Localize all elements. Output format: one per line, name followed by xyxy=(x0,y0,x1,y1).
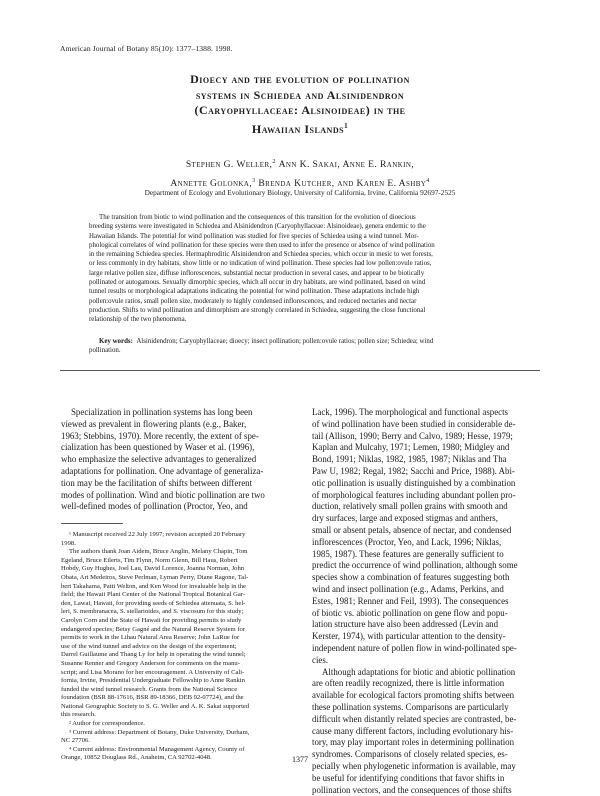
footnote-line: bert Takahama, Patti Welton, and Ken Wood for invaluable help in the xyxy=(61,583,289,592)
abstract-line: The transition from biotic to wind pollination and the consequences of this transition for the evolution of dioecious xyxy=(89,213,519,222)
body-line: adaptations for pollination. One advantage of generaliza- xyxy=(61,466,289,478)
author-mark-2: 2 xyxy=(272,159,275,165)
body-line: duction, relatively small pollen grains with smooth and xyxy=(312,501,540,513)
footnote-line: Orange, 10852 Douglass Rd., Anaheim, CA 92702-4048. xyxy=(61,754,289,763)
body-line: predict the occurrence of wind pollination, although some xyxy=(312,560,540,572)
keywords-line-2: pollination. xyxy=(89,346,519,355)
footnote-line: den, Lawai, Hawaii, for providing seeds of Schiedea attenuata, S. hel- xyxy=(61,600,289,609)
body-line: tion may be the facilitation of shifts between different xyxy=(61,478,289,490)
body-line: of biotic vs. abiotic pollination on gene flow and popu- xyxy=(312,608,540,620)
footnote-line: field; the Hawaii Plant Center of the National Tropical Botanical Gar- xyxy=(61,591,289,600)
section-divider xyxy=(60,370,540,371)
footnote-line: Susanne Renner and Gregory Anderson for comments on the manu- xyxy=(61,660,289,669)
body-line: cies. xyxy=(312,655,540,667)
footnote-line: ³ Current address: Department of Botany, Duke University, Durham, xyxy=(61,729,289,738)
body-line: lation structure have also been addressed (Levin and xyxy=(312,619,540,631)
body-line: Kaplan and Mulcahy, 1971; Lemen, 1980; Midgley and xyxy=(312,442,540,454)
footnote-line: permits to work in the Lihau Natural Area Reserve; John LaRue for xyxy=(61,634,289,643)
body-line: cialization has been questioned by Waser et al. (1996), xyxy=(61,442,289,454)
body-line: well-defined modes of pollination (Proctor, Yeo, and xyxy=(61,501,289,513)
abstract-line: relationship of the two phenomena. xyxy=(89,315,519,324)
body-line: be useful for identifying conditions that favor shifts in xyxy=(312,773,540,785)
keywords-text: Alsinidendron; Caryophyllaceae; dioecy; insect pollination; pollen:ovule ratios; pollen size; Schiedea; wind xyxy=(136,338,433,345)
footnotes xyxy=(61,531,289,763)
body-line: Bond, 1991; Niklas, 1982, 1985, 1987; Niklas and Tha xyxy=(312,454,540,466)
abstract-line: in the remaining Schiedea species. Hermaphroditic Alsinidendron and Schiedea species, which occur in mesic to wet forests, xyxy=(89,250,519,259)
footnote-line: ¹ Manuscript received 22 July 1997; revision accepted 20 February xyxy=(61,531,289,540)
body-line: of morphological features including abundant pollen pro- xyxy=(312,490,540,502)
body-line: are often readily recognized, there is little information xyxy=(312,678,540,690)
body-line: who emphasize the selective advantages to generalized xyxy=(61,454,289,466)
footnote-line: Darrel Guillaume and Thang Ly for help in operating the wind tunnel; xyxy=(61,651,289,660)
abstract-line: large relative pollen size, diffuse inflorescences, substantial nectar production in several cases, and appear to be biotically xyxy=(89,269,519,278)
body-line: small or absent petals, absence of nectar, and condensed xyxy=(312,525,540,537)
footnote-line: Carolyn Corn and the State of Hawaii for providing permits to study xyxy=(61,617,289,626)
footnote-line: 1998. xyxy=(61,540,289,549)
footnote-line: fornia, Irvine, Presidential Undergraduate Fellowship to Anne Rankin xyxy=(61,677,289,686)
body-line: Specialization in pollination systems has long been xyxy=(61,407,289,419)
body-line: 1985, 1987). These features are generally sufficient to xyxy=(312,549,540,561)
body-line: Although adaptations for biotic and abiotic pollination xyxy=(312,667,540,679)
title-line-1: Dioecy and the evolution of pollination xyxy=(0,72,600,88)
body-line: Kerster, 1974), with particular attention to the density- xyxy=(312,631,540,643)
keywords xyxy=(89,337,519,356)
abstract xyxy=(89,213,519,325)
body-line: modes of pollination. Wind and biotic pollination are two xyxy=(61,490,289,502)
footnote-line: Hobdy, Guy Hughes, Joel Lau, David Lorence, Joanna Norman, John xyxy=(61,565,289,574)
title-footnote-mark: 1 xyxy=(344,122,348,130)
footnote-divider xyxy=(61,523,123,524)
footnote-line: script; and Lisa Morano for her encouragement. A University of Cali- xyxy=(61,669,289,678)
left-column-body xyxy=(61,407,289,513)
footnote-line: Obata, Art Medeiros, Steve Perlman, Lyman Perry, Diane Ragone, Tal- xyxy=(61,574,289,583)
keywords-label: Key words: xyxy=(99,338,133,345)
abstract-line: or less commonly in dry habitats, show little or no indication of wind pollination. These species had low pollen:ovule ratios, xyxy=(89,259,519,268)
footnote-line: NC 27706. xyxy=(61,737,289,746)
body-line: wind and insect pollination (e.g., Adams, Perkins, and xyxy=(312,584,540,596)
title-line-4-text: Hawaiian Islands xyxy=(252,122,344,136)
affiliation: Department of Ecology and Evolutionary Biology, University of California, Irvine, California 92697-2525 xyxy=(0,188,600,197)
author-mark-4: 4 xyxy=(426,178,429,184)
body-line: independent nature of pollen flow in wind-pollinated spe- xyxy=(312,643,540,655)
footnote-line: The authors thank Joan Aidem, Bruce Anglin, Melany Chapin, Tom xyxy=(61,548,289,557)
body-line: tory, may play important roles in determining pollination xyxy=(312,737,540,749)
footnote-line: funded the wind tunnel research. Grants from the National Science xyxy=(61,686,289,695)
abstract-line: tunnel results or morphological adaptations indicating the potential for wind pollination. These adaptations include high xyxy=(89,287,519,296)
authors-kutcher-ashby: Brenda Kutcher, and Karen E. Ashby xyxy=(258,178,426,189)
footnote-line: use of the wind tunnel and advice on the design of the experiment; xyxy=(61,643,289,652)
body-line: tail (Allison, 1990; Berry and Calvo, 1989; Hesse, 1979; xyxy=(312,431,540,443)
abstract-line: phological correlates of wind pollination for these species were then used to infer the presence or absence of wind pollination xyxy=(89,241,519,250)
author-mark-3: 3 xyxy=(252,178,255,184)
author-golonka: Annette Golonka, xyxy=(170,178,252,189)
body-line: difficult when distantly related species are contrasted, be- xyxy=(312,714,540,726)
body-line: pecially when phylogenetic information is available, may xyxy=(312,761,540,773)
footnote-line: Egeland, Bruce Eilerts, Tim Flynn, Norm Glenn, Bill Haus, Robert xyxy=(61,557,289,566)
body-line: species show a combination of features suggesting both xyxy=(312,572,540,584)
footnote-line: leri, S. membranacea, S. stellarioides, and S. viscosum for this study; xyxy=(61,608,289,617)
body-line: Paw U, 1982; Regal, 1982; Sacchi and Price, 1988). Abi- xyxy=(312,466,540,478)
footnote-line: this research. xyxy=(61,711,289,720)
page-number: 1377 xyxy=(0,755,600,764)
title-line-2: systems in Schiedea and Alsinidendron xyxy=(0,88,600,104)
title-line-4 xyxy=(0,119,600,138)
body-line: cause many different factors, including evolutionary his- xyxy=(312,726,540,738)
author-list xyxy=(0,154,600,192)
authors-sakai-rankin: Ann K. Sakai, Anne E. Rankin, xyxy=(279,159,415,170)
journal-citation: American Journal of Botany 85(10): 1377–1388. 1998. xyxy=(60,44,233,53)
abstract-line: Hawaiian Islands. The potential for wind pollination was studied for five species of Schiedea using a wind tunnel. Mor- xyxy=(89,232,519,241)
abstract-line: pollinated or autogamous. Sexually dimorphic species, which all occur in dry habitats, are wind pollinated, based on wind xyxy=(89,278,519,287)
right-column-body xyxy=(312,407,540,796)
footnote-line: foundation (BSR 88-17616, BSR 89-18366, DEB 92-07724), and the xyxy=(61,694,289,703)
body-line: otic pollination is usually distinguished by a combination xyxy=(312,478,540,490)
body-line: these pollination systems. Comparisons are particularly xyxy=(312,702,540,714)
footnote-line: ⁴ Current address: Environmental Management Agency, County of xyxy=(61,746,289,755)
body-line: 1963; Stebbins, 1970). More recently, the extent of spe- xyxy=(61,431,289,443)
title-line-3: (Caryophyllaceae: Alsinoideae) in the xyxy=(0,103,600,119)
abstract-line: production. Shifts to wind pollination and dimorphism are strongly correlated in Schiedea, suggesting the close functional xyxy=(89,306,519,315)
body-line: Estes, 1981; Renner and Feil, 1993). The consequences xyxy=(312,596,540,608)
keywords-line-1 xyxy=(89,337,519,346)
footnote-line: ² Author for correspondence. xyxy=(61,720,289,729)
body-line: Lack, 1996). The morphological and functional aspects xyxy=(312,407,540,419)
body-line: syndromes. Comparisons of closely related species, es- xyxy=(312,749,540,761)
author-weller: Stephen G. Weller, xyxy=(186,159,273,170)
footnote-line: National Geographic Society to S. G. Weller and A. K. Sakai supported xyxy=(61,703,289,712)
authors-line-1 xyxy=(0,154,600,173)
abstract-line: pollen:ovule ratios, small pollen size, moderately to highly condensed inflorescences, and reduced nectaries and nectar xyxy=(89,297,519,306)
body-line: of wind pollination have been studied in considerable de- xyxy=(312,419,540,431)
body-line: pollination vectors, and the consequences of those shifts xyxy=(312,785,540,796)
footnote-line: endangered species; Betsy Gagné and the Natural Reserve System for xyxy=(61,626,289,635)
body-line: dry surfaces, large and exposed stigmas and anthers, xyxy=(312,513,540,525)
body-line: viewed as prevalent in flowering plants (e.g., Baker, xyxy=(61,419,289,431)
body-line: inflorescences (Proctor, Yeo, and Lack, 1996; Niklas, xyxy=(312,537,540,549)
body-line: available for ecological factors promoting shifts between xyxy=(312,690,540,702)
article-title xyxy=(0,72,600,137)
abstract-line: breeding systems were investigated in Schiedea and Alsinidendron (Caryophyllaceae: Alsinoideae), genera endemic to the xyxy=(89,222,519,231)
